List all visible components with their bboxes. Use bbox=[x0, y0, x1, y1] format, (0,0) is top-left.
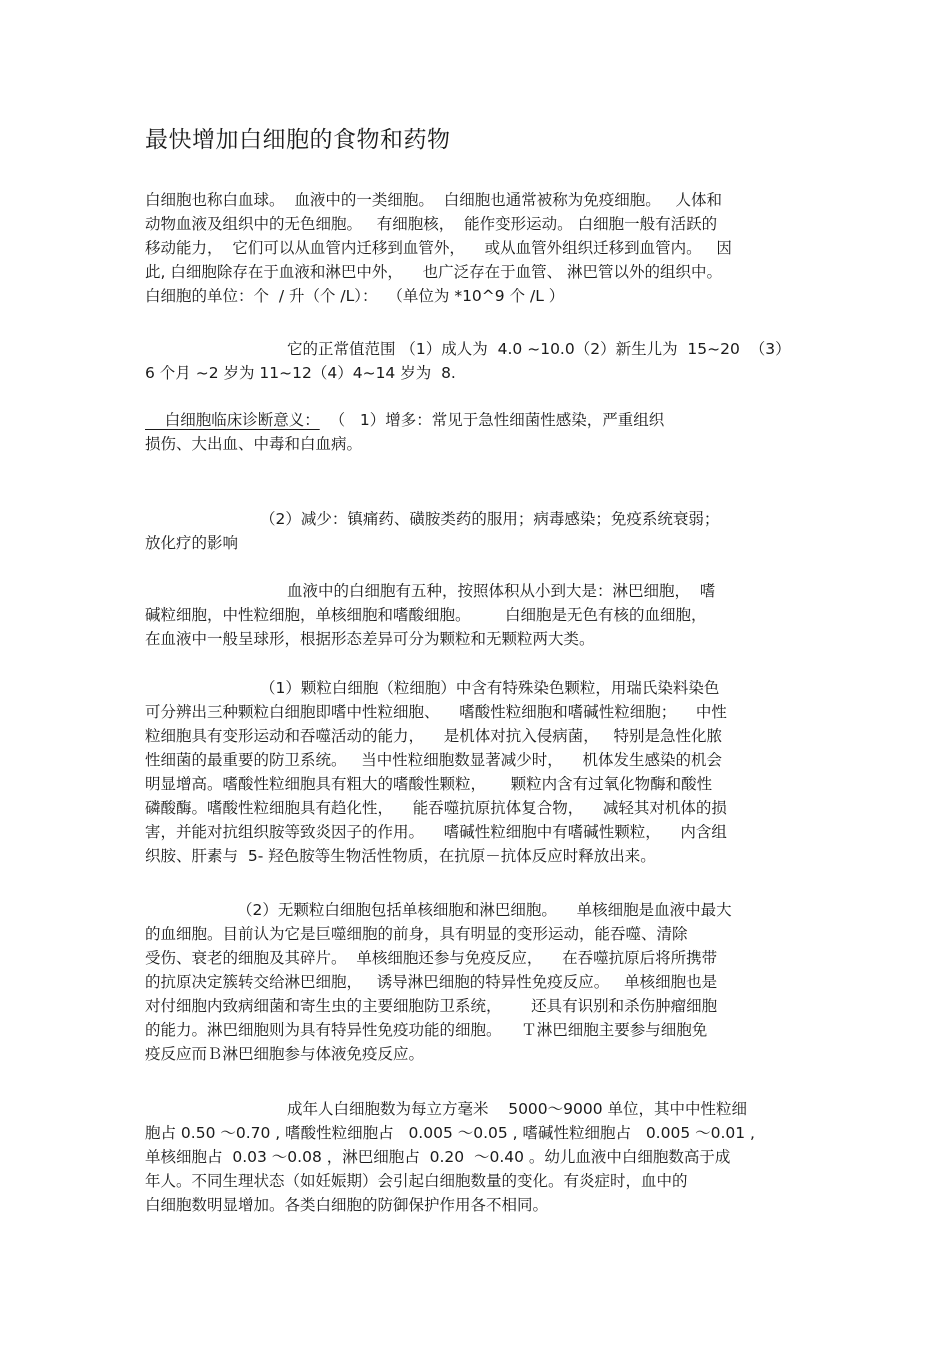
text-line: 此, 白细胞除存在于血液和淋巴中外， 也广泛存在于血管、 淋巴管以外的组织中。 bbox=[145, 263, 722, 281]
text-line: 受伤、衰老的细胞及其碎片。 单核细胞还参与免疫反应， 在吞噬抗原后将所携带 bbox=[145, 949, 718, 967]
text-line: 损伤、大出血、中毒和白血病。 bbox=[145, 435, 363, 453]
text-line: 在血液中一般呈球形，根据形态差异可分为颗粒和无颗粒两大类。 bbox=[145, 630, 595, 648]
paragraph-intro bbox=[145, 188, 810, 308]
text-line: 性细菌的最重要的防卫系统。 当中性粒细胞数显著减少时， 机体发生感染的机会 bbox=[145, 751, 722, 769]
text-line: 动物血液及组织中的无色细胞。 有细胞核， 能作变形运动。 白细胞一般有活跃的 bbox=[145, 215, 718, 233]
text-line: 白细胞数明显增加。各类白细胞的防御保护作用各不相同。 bbox=[145, 1196, 549, 1214]
text-line: 明显增高。嗜酸性粒细胞具有粗大的嗜酸性颗粒， 颗粒内含有过氧化物酶和酸性 bbox=[145, 775, 713, 793]
text-line: 的血细胞。目前认为它是巨噬细胞的前身，具有明显的变形运动，能吞噬、清除 bbox=[145, 925, 688, 943]
text-line: 6 个月 ~2 岁为 11~12（4）4~14 岁为 8. bbox=[145, 364, 456, 382]
text-line: 年人。不同生理状态（如妊娠期）会引起白细胞数量的变化。有炎症时，血中的 bbox=[145, 1172, 688, 1190]
text-line: 白细胞也称白血球。 血液中的一类细胞。 白细胞也通常被称为免疫细胞。 人体和 bbox=[145, 191, 722, 209]
text-line: 移动能力， 它们可以从血管内迁移到血管外， 或从血管外组织迁移到血管内。 因 bbox=[145, 239, 732, 257]
paragraph-decrease bbox=[145, 507, 810, 555]
text-line: （2）无颗粒白细胞包括单核细胞和淋巴细胞。 单核细胞是血液中最大 bbox=[237, 901, 732, 919]
text-line: 碱粒细胞，中性粒细胞，单核细胞和嗜酸细胞。 白细胞是无色有核的血细胞， bbox=[145, 606, 707, 624]
text-line: 粒细胞具有变形运动和吞噬活动的能力， 是机体对抗入侵病菌， 特别是急性化脓 bbox=[145, 727, 722, 745]
text-line: （2）减少：镇痛药、磺胺类药的服用；病毒感染；免疫系统衰弱； bbox=[260, 510, 720, 528]
paragraph-clinical-significance bbox=[145, 408, 810, 456]
text-line: 疫反应而Ｂ淋巴细胞参与体液免疫反应。 bbox=[145, 1045, 425, 1063]
paragraph-agranulocytes bbox=[145, 898, 810, 1066]
paragraph-adult-counts bbox=[145, 1097, 810, 1217]
underlined-heading: 白细胞临床诊断意义： bbox=[145, 411, 320, 429]
text-line: （1）颗粒白细胞（粒细胞）中含有特殊染色颗粒，用瑞氏染料染色 bbox=[260, 679, 720, 697]
text-line: 它的正常值范围 （1）成人为 4.0 ~10.0（2）新生儿为 15~20 （3） bbox=[287, 340, 791, 358]
text-line: 磷酸酶。嗜酸性粒细胞具有趋化性， 能吞噬抗原抗体复合物， 减轻其对机体的损 bbox=[145, 799, 727, 817]
text-line: 可分辨出三种颗粒白细胞即嗜中性粒细胞、 嗜酸性粒细胞和嗜碱性粒细胞； 中性 bbox=[145, 703, 727, 721]
text-line: 的抗原决定簇转交给淋巴细胞， 诱导淋巴细胞的特异性免疫反应。 单核细胞也是 bbox=[145, 973, 718, 991]
document-title: 最快增加白细胞的食物和药物 bbox=[145, 127, 451, 153]
text-segment: （ 1）增多：常见于急性细菌性感染，严重组织 bbox=[319, 411, 665, 429]
text-line: 的能力。淋巴细胞则为具有特异性免疫功能的细胞。 Ｔ淋巴细胞主要参与细胞免 bbox=[145, 1021, 708, 1039]
text-line: 单核细胞占 0.03 ～0.08 ，淋巴细胞占 0.20 ～0.40 。幼儿血液中白细胞数高于成 bbox=[145, 1148, 731, 1166]
text-line: 对付细胞内致病细菌和寄生虫的主要细胞防卫系统， 还具有识别和杀伤肿瘤细胞 bbox=[145, 997, 718, 1015]
text-line: 织胺、肝素与 5- 羟色胺等生物活性物质，在抗原－抗体反应时释放出来。 bbox=[145, 847, 656, 865]
paragraph-five-types bbox=[145, 579, 810, 651]
paragraph-granulocytes bbox=[145, 676, 810, 868]
text-line: 成年人白细胞数为每立方毫米 5000～9000 单位，其中中性粒细 bbox=[287, 1100, 748, 1118]
text-line: 胞占 0.50 ～0.70 , 嗜酸性粒细胞占 0.005 ～0.05 , 嗜碱性粒细胞占 0.005 ～0.01 , bbox=[145, 1124, 755, 1142]
text-line: 血液中的白细胞有五种，按照体积从小到大是：淋巴细胞， 嗜 bbox=[287, 582, 716, 600]
text-line: 放化疗的影响 bbox=[145, 534, 239, 552]
text-line: 害，并能对抗组织胺等致炎因子的作用。 嗜碱性粒细胞中有嗜碱性颗粒， 内含组 bbox=[145, 823, 727, 841]
text-line bbox=[145, 408, 810, 432]
paragraph-normal-range bbox=[145, 337, 810, 385]
text-line: 白细胞的单位：个 / 升（个 /L）： （单位为 *10^9 个 /L ） bbox=[145, 287, 565, 305]
